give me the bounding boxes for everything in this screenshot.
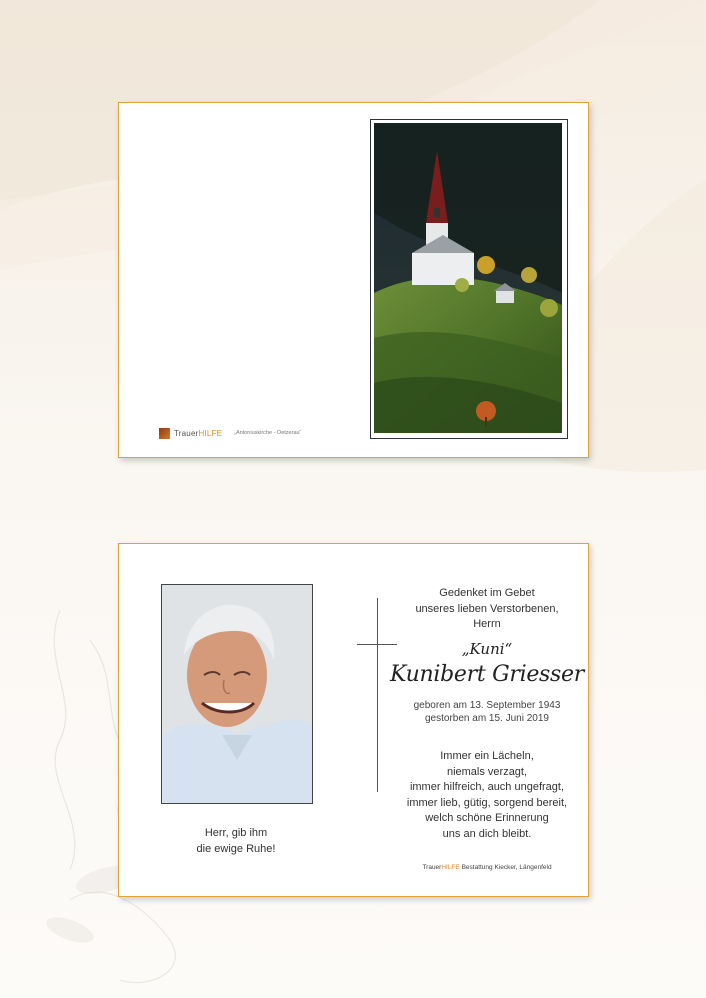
cross-icon-vertical xyxy=(377,598,378,792)
portrait-photo xyxy=(161,584,313,804)
poem-line: immer hilfreich, auch ungefragt, xyxy=(409,781,565,793)
poem-line: uns an dich bleibt. xyxy=(442,827,532,840)
church-landscape-photo xyxy=(374,123,564,435)
nickname: „Kuni“ xyxy=(461,640,513,658)
poem-line: niemals verzagt, xyxy=(446,765,528,778)
funeral-home-footer xyxy=(387,864,587,871)
deceased-name: Kunibert Griesser xyxy=(390,662,584,687)
back-card xyxy=(118,543,589,897)
left-verse xyxy=(161,825,311,857)
logo-icon xyxy=(159,428,170,439)
front-card xyxy=(118,102,589,458)
poem-line: welch schöne Erinnerung xyxy=(425,812,549,824)
left-verse-line: die ewige Ruhe! xyxy=(196,843,276,855)
intro-line: unseres lieben Verstorbenen, xyxy=(415,602,559,615)
logo-brand-accent: HILFE xyxy=(198,428,223,438)
life-dates xyxy=(387,699,587,725)
intro-line: Herrn xyxy=(473,618,501,630)
intro-line: Gedenket im Gebet xyxy=(439,587,535,599)
footer-text: Bestattung Kiecker, Längenfeld xyxy=(459,864,552,871)
left-verse-line: Herr, gib ihm xyxy=(204,827,268,839)
photo-caption: „Antoniuskirche - Oetzerau“ xyxy=(234,430,302,436)
death-date: gestorben am 15. Juni 2019 xyxy=(425,713,549,724)
trauerhilfe-logo xyxy=(159,426,301,440)
birth-date: geboren am 13. September 1943 xyxy=(413,700,561,711)
poem-line: Immer ein Lächeln, xyxy=(440,750,534,762)
memorial-intro xyxy=(387,586,587,633)
footer-brand-accent: HILFE xyxy=(441,864,460,871)
logo-brand-main: Trauer xyxy=(174,428,199,438)
footer-brand-main: Trauer xyxy=(422,864,442,871)
church-photo-frame xyxy=(370,119,568,439)
poem-line: immer lieb, gütig, sorgend bereit, xyxy=(406,796,568,809)
memorial-poem xyxy=(387,749,587,842)
